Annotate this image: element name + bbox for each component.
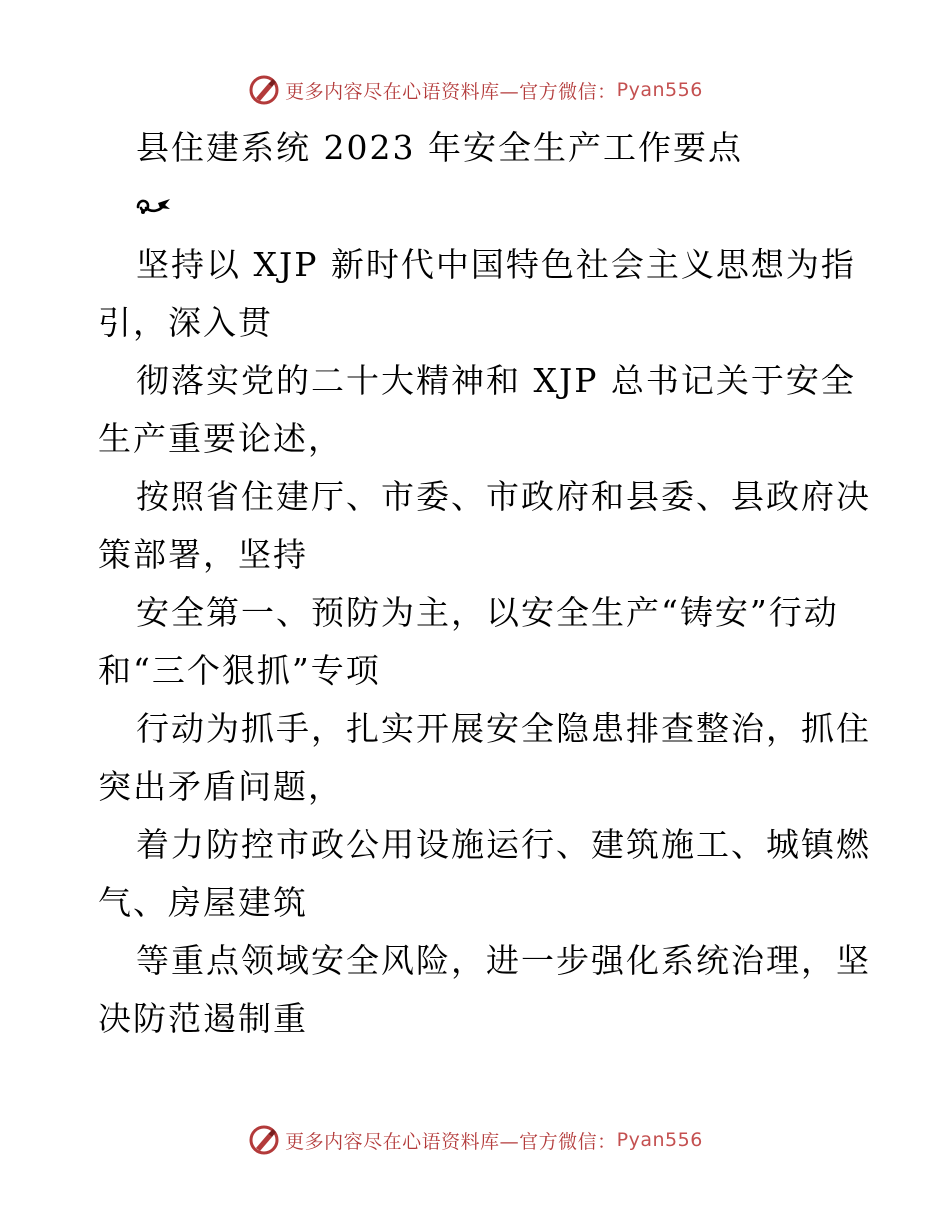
document-body (98, 120, 871, 1048)
paragraph-line: 坚持以 XJP 新时代中国特色社会主义思想为指 (136, 245, 856, 284)
document-title: 县住建系统 2023 年安全生产工作要点 (136, 128, 743, 167)
paragraph (98, 700, 871, 816)
paragraph (98, 468, 871, 584)
paragraph-line: 等重点领域安全风险，进一步强化系统治理，坚 (136, 941, 871, 980)
paragraph-line: 突出矛盾问题， (98, 767, 343, 806)
watermark-wechat-id: Pyan556 (616, 79, 703, 101)
paragraph (98, 352, 858, 468)
paragraph-line: 和“三个狠抓”专项 (98, 651, 381, 690)
paragraph (98, 816, 871, 932)
header-watermark (0, 70, 950, 110)
paragraph-line: 气、房屋建筑 (98, 883, 308, 922)
paragraph-line: 策部署，坚持 (98, 535, 308, 574)
paragraph (98, 236, 858, 352)
paragraph-line: 决防范遏制重 (98, 999, 308, 1038)
ornament-divider (98, 176, 858, 236)
flourish-icon (134, 193, 174, 219)
pen-logo-icon (247, 1123, 281, 1157)
paragraph-line: 着力防控市政公用设施运行、建筑施工、城镇燃 (136, 825, 871, 864)
paragraph-line: 安全第一、预防为主，以安全生产“铸安”行动 (136, 593, 839, 632)
paragraph-line: 行动为抓手，扎实开展安全隐患排查整治，抓住 (136, 709, 871, 748)
paragraph-line: 按照省住建厅、市委、市政府和县委、县政府决 (136, 477, 871, 516)
paragraph-line: 引，深入贯 (98, 303, 273, 342)
paragraph-line: 彻落实党的二十大精神和 XJP 总书记关于安全 (136, 361, 856, 400)
paragraph (98, 584, 858, 700)
pen-logo-icon (247, 73, 281, 107)
watermark-text: 更多内容尽在心语资料库—官方微信： (285, 1130, 617, 1153)
paragraph-line: 生产重要论述， (98, 419, 343, 458)
paragraph (98, 932, 871, 1048)
footer-watermark (0, 1120, 950, 1160)
watermark-text: 更多内容尽在心语资料库—官方微信： (285, 80, 617, 103)
watermark-wechat-id: Pyan556 (616, 1129, 703, 1151)
